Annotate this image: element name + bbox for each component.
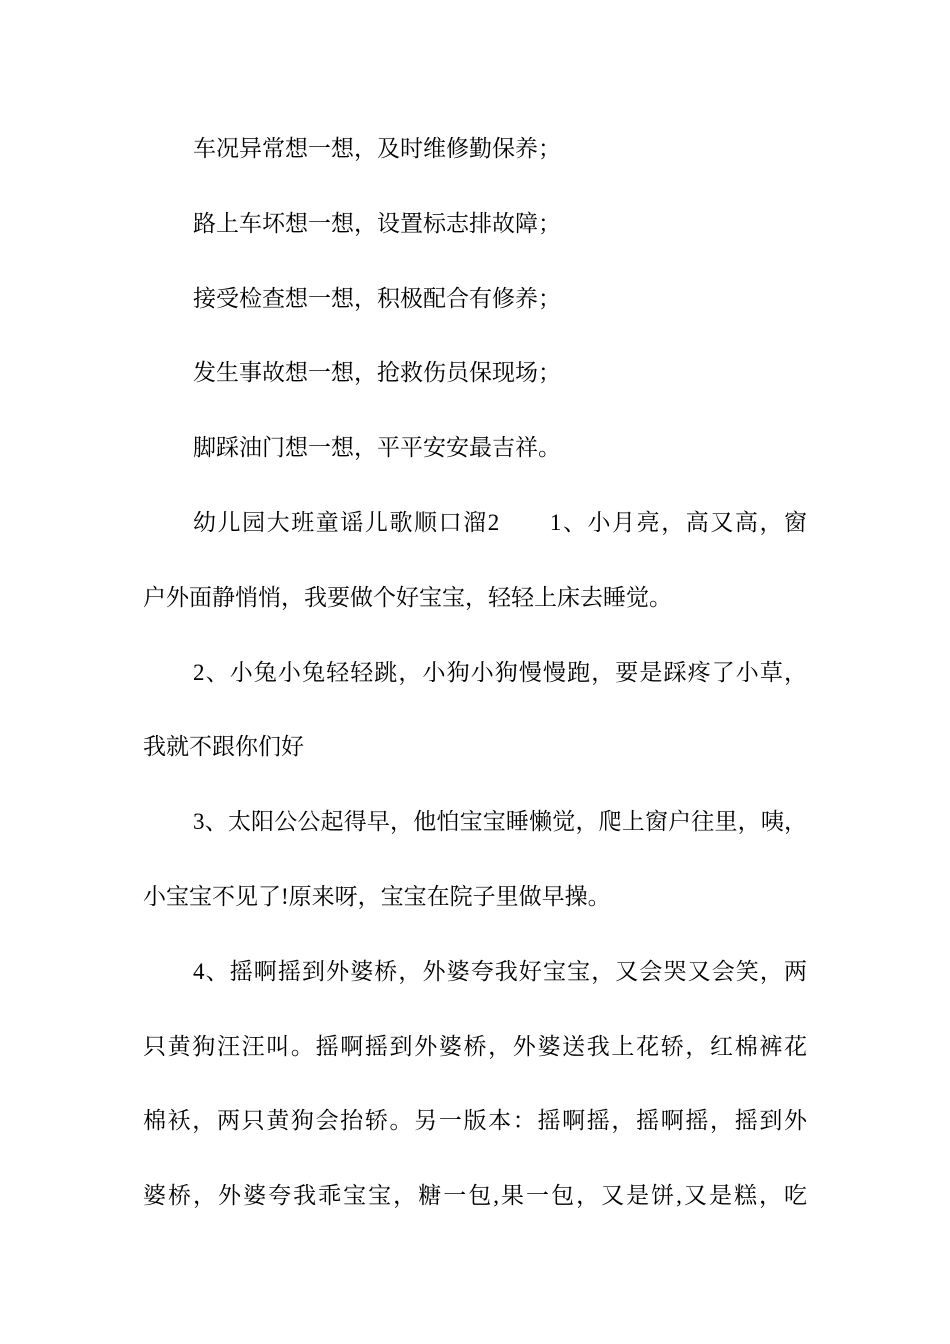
- text-line: 发生事故想一想，抢救伤员保现场；: [193, 360, 561, 386]
- text-line: 幼儿园大班童谣儿歌顺口溜2 1、小月亮，高又高，窗: [193, 509, 807, 535]
- document-body: [143, 112, 807, 1234]
- text-line: 车况异常想一想，及时维修勤保养；: [193, 136, 561, 161]
- text-line: 接受检查想一想，积极配合有修养；: [193, 285, 561, 311]
- text-line: 小宝宝不见了!原来呀，宝宝在院子里做早操。: [143, 883, 611, 909]
- text-line: 棉袄，两只黄狗会抬轿。另一版本：摇啊摇，摇啊摇，摇到外: [143, 1108, 807, 1134]
- text-line: 路上车坏想一想，设置标志排故障；: [193, 210, 561, 236]
- text-line: 户外面静悄悄，我要做个好宝宝，轻轻上床去睡觉。: [143, 584, 672, 610]
- text-line: 婆桥，外婆夸我乖宝宝，糖一包,果一包，又是饼,又是糕，吃: [143, 1183, 807, 1209]
- text-line: 脚踩油门想一想，平平安安最吉祥。: [193, 435, 561, 461]
- text-line: 2、小兔小兔轻轻跳，小狗小狗慢慢跑，要是踩疼了小草，: [193, 659, 807, 685]
- text-line: 只黄狗汪汪叫。摇啊摇到外婆桥，外婆送我上花轿，红棉裤花: [143, 1033, 807, 1059]
- text-line: 4、摇啊摇到外婆桥，外婆夸我好宝宝，又会哭又会笑，两: [193, 958, 807, 984]
- text-line: 3、太阳公公起得早，他怕宝宝睡懒觉，爬上窗户往里，咦，: [193, 809, 807, 835]
- text-line: 我就不跟你们好: [143, 734, 304, 760]
